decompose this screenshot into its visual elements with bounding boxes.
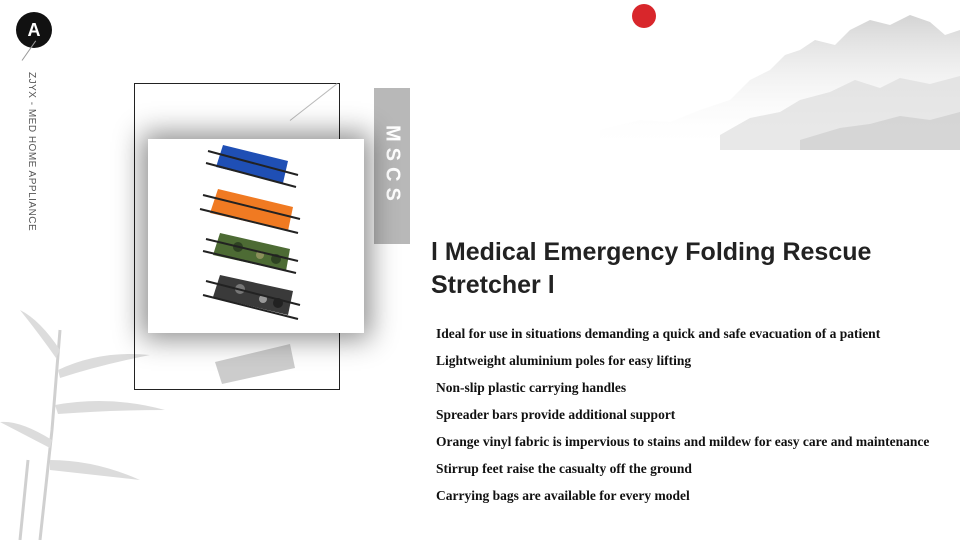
product-title: l Medical Emergency Folding Rescue Stretcher l	[431, 238, 872, 299]
brand-logo-letter: A	[27, 19, 41, 40]
stretcher-green-camo	[203, 233, 298, 273]
red-sun-dot	[632, 4, 656, 28]
product-photo-reflection	[150, 334, 366, 394]
feature-item: Lightweight aluminium poles for easy lifting	[436, 353, 692, 368]
feature-item: Orange vinyl fabric is impervious to stains and mildew for easy care and maintenance	[436, 434, 930, 449]
brand-vertical-text: ZJYX - MED HOME APPLIANCE	[26, 72, 37, 232]
feature-item: Ideal for use in situations demanding a quick and safe evacuation of a patient	[436, 326, 881, 341]
feature-item: Stirrup feet raise the casualty off the ground	[436, 461, 692, 476]
feature-list	[436, 326, 936, 515]
stretcher-black-camo	[203, 275, 300, 319]
feature-item: Spreader bars provide additional support	[436, 407, 676, 422]
feature-item: Non-slip plastic carrying handles	[436, 380, 627, 395]
side-label-text: MSCS	[381, 125, 404, 207]
stretcher-orange	[200, 189, 300, 233]
stretcher-product-photo	[148, 139, 364, 333]
product-photo	[148, 139, 364, 333]
side-label-bar	[374, 88, 410, 244]
stretcher-blue	[206, 145, 298, 187]
feature-item: Carrying bags are available for every model	[436, 488, 690, 503]
